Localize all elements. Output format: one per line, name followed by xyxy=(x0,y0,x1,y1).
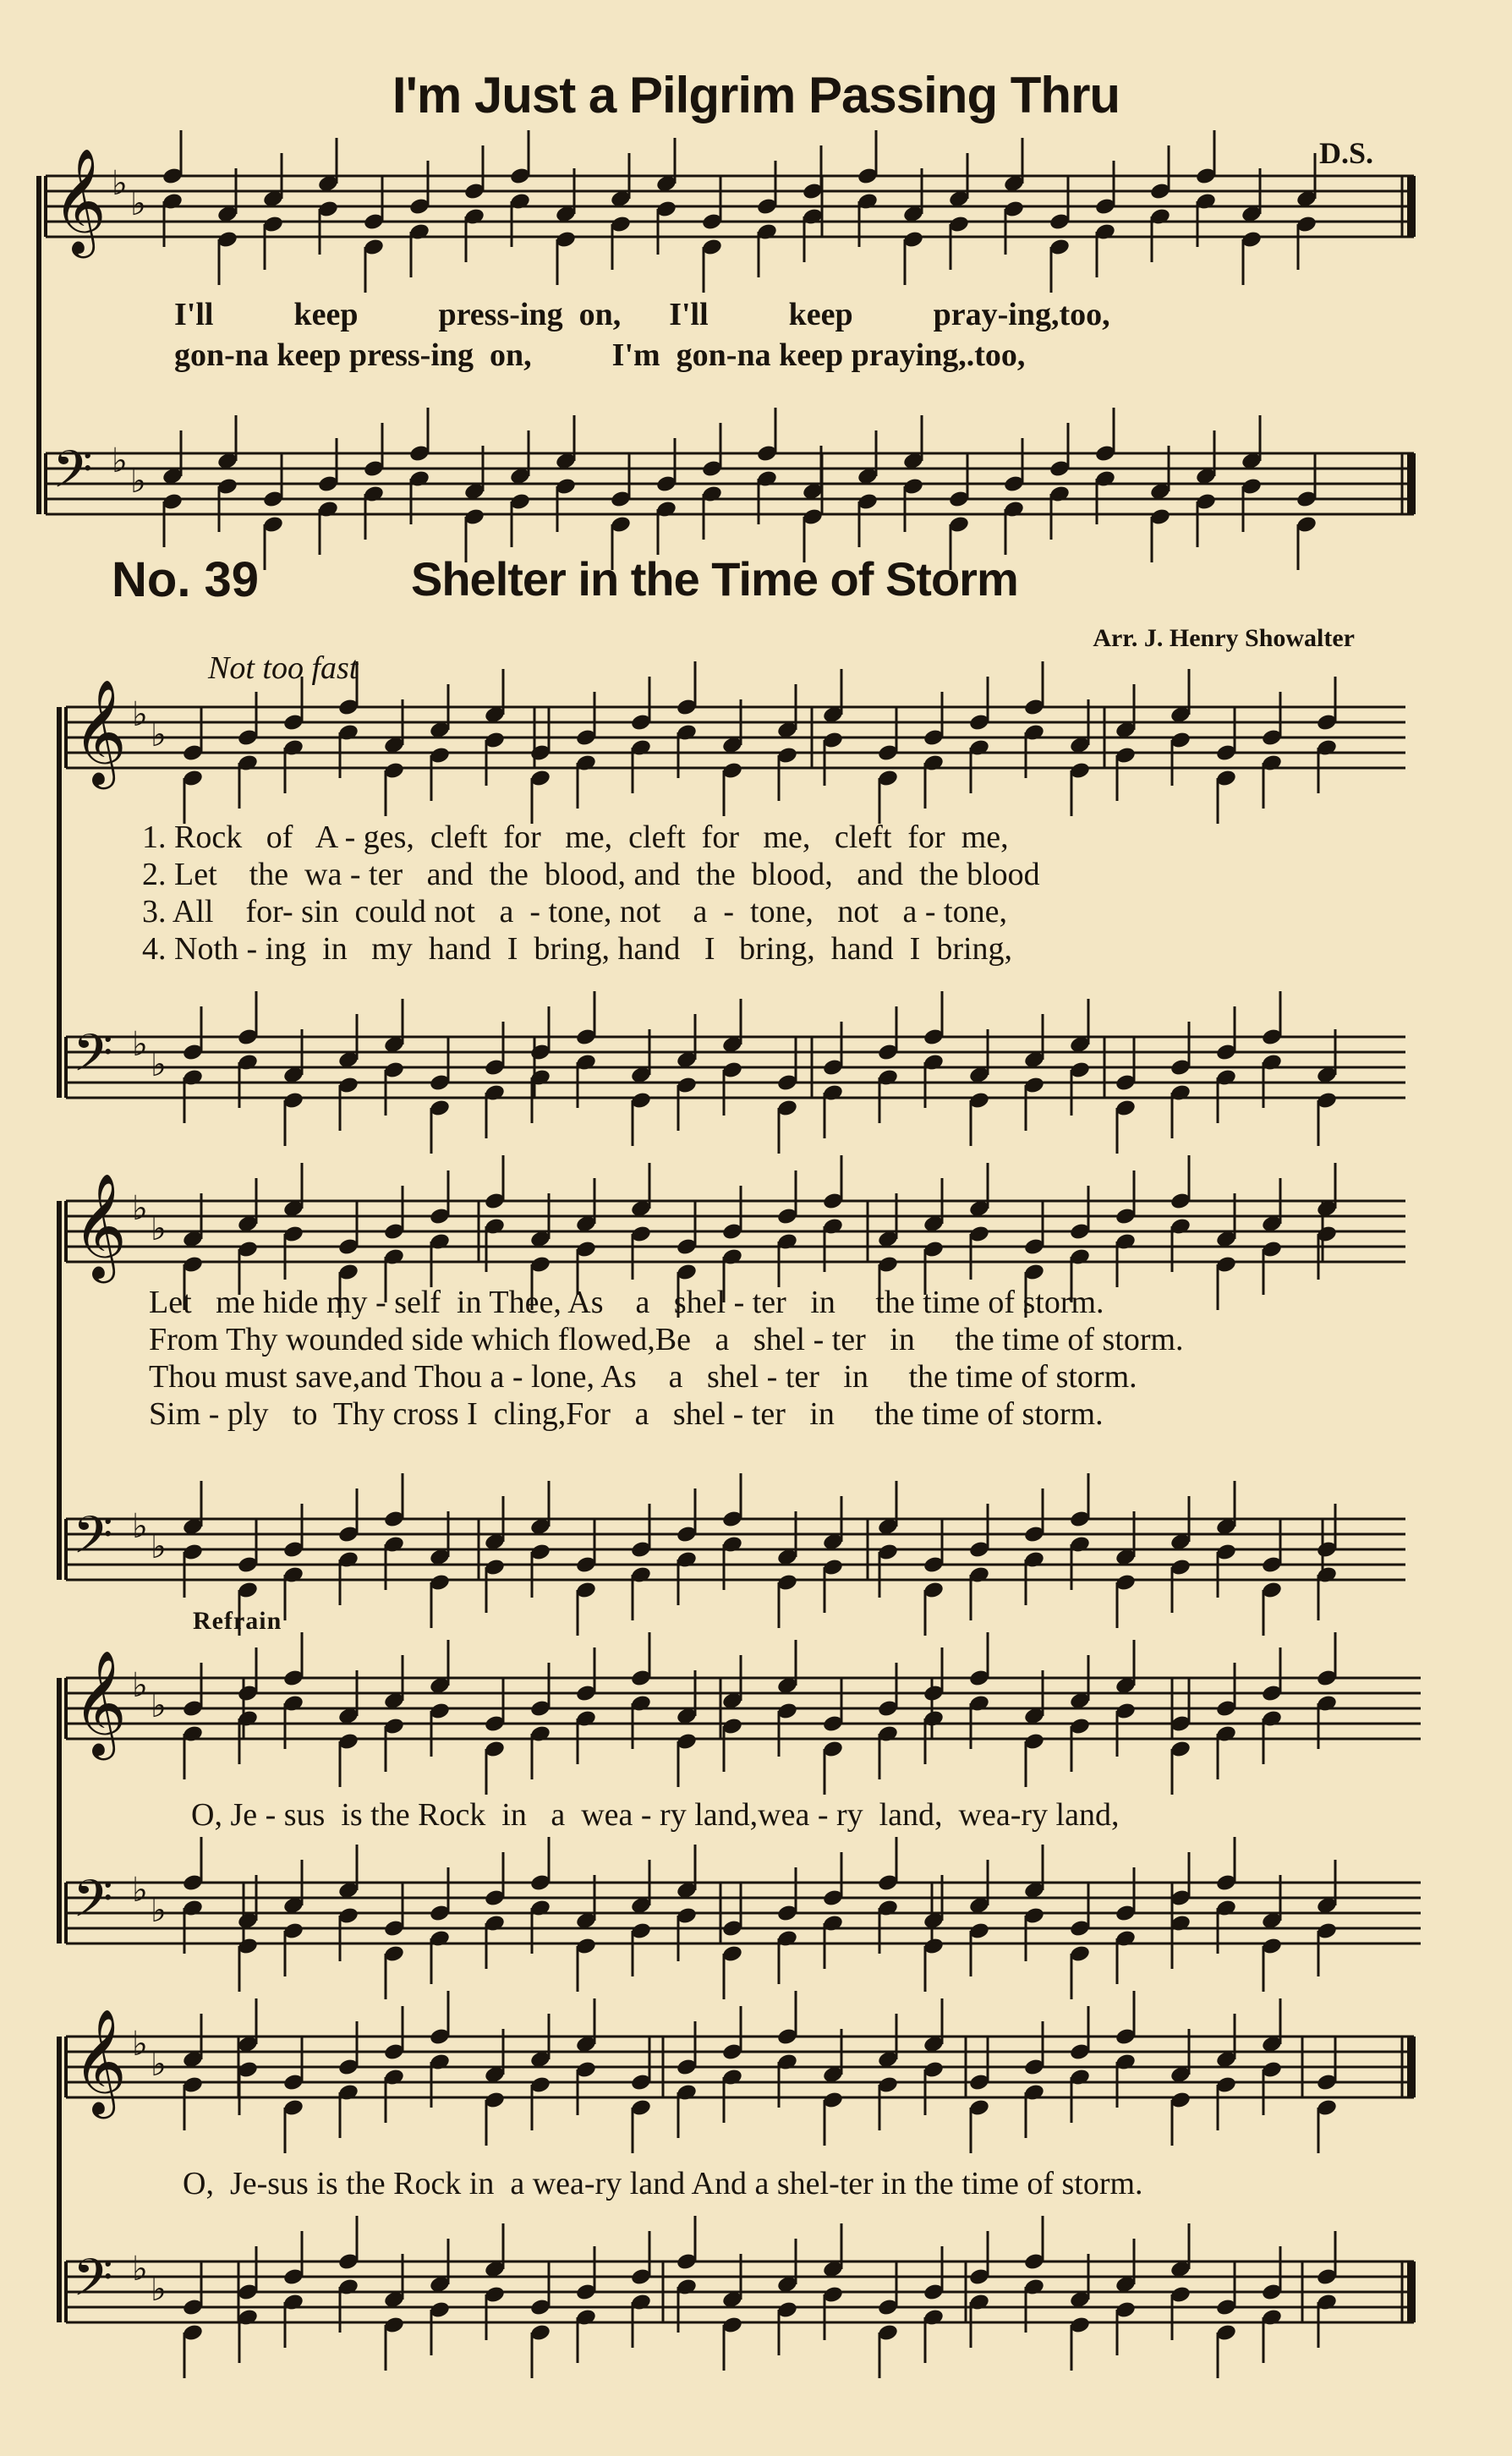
refrain-line-1: O, Je - sus is the Rock in a wea - ry land,wea - ry land, wea-ry land, xyxy=(191,1797,1120,1833)
bass-clef-icon: 𝄢 xyxy=(52,440,93,513)
flat-icon: ♭ xyxy=(132,2250,148,2289)
flat-icon: ♭ xyxy=(151,2045,167,2084)
flat-icon: ♭ xyxy=(151,715,167,754)
flat-icon: ♭ xyxy=(151,2270,167,2309)
verse-1-line-b: Let me hide my - self in Thee, As a shel - ter in the time of storm. xyxy=(149,1285,1104,1320)
flat-icon: ♭ xyxy=(132,1666,148,1705)
treble-clef-icon: 𝄞 xyxy=(73,1650,127,1756)
verse-1-line-a: 1. Rock of A - ges, cleft for me, cleft for me, cleft for me, xyxy=(142,820,1009,855)
flat-icon: ♭ xyxy=(151,1209,167,1248)
flat-icon: ♭ xyxy=(132,1189,148,1228)
arranger-credit: Arr. J. Henry Showalter xyxy=(1093,624,1355,652)
bass-clef-icon: 𝄢 xyxy=(73,1023,113,1096)
flat-icon: ♭ xyxy=(130,462,146,501)
verse-3-line-b: Thou must save,and Thou a - lone, As a shel - ter in the time of storm. xyxy=(149,1359,1137,1395)
treble-clef-icon: 𝄞 xyxy=(73,2009,127,2114)
hymn-number: No. 39 xyxy=(112,552,260,607)
flat-icon: ♭ xyxy=(112,164,128,203)
flat-icon: ♭ xyxy=(112,441,128,480)
bass-clef-icon: 𝄢 xyxy=(73,2248,113,2321)
bass-clef-icon: 𝄢 xyxy=(73,1869,113,1942)
previous-lyric-line-1: I'll keep press-ing on, I'll keep pray-ing,too, xyxy=(174,297,1110,332)
flat-icon: ♭ xyxy=(151,1686,167,1725)
hymn-title: Shelter in the Time of Storm xyxy=(411,552,1018,606)
bass-clef-icon: 𝄢 xyxy=(73,1505,113,1578)
verse-4-line-b: Sim - ply to Thy cross I cling,For a shel - ter in the time of storm. xyxy=(149,1396,1104,1432)
treble-clef-icon: 𝄞 xyxy=(73,1173,127,1279)
ds-marking: D.S. xyxy=(1319,136,1374,170)
flat-icon: ♭ xyxy=(132,1871,148,1910)
final-barline-thick xyxy=(1407,453,1416,514)
verse-2-line-b: From Thy wounded side which flowed,Be a shel - ter in the time of storm. xyxy=(149,1322,1184,1357)
verse-2-line-a: 2. Let the wa - ter and the blood, and the blood, and the blood xyxy=(142,857,1040,892)
flat-icon: ♭ xyxy=(132,1025,148,1064)
previous-hymn-title: I'm Just a Pilgrim Passing Thru xyxy=(392,67,1120,123)
refrain-line-2: O, Je-sus is the Rock in a wea-ry land And a shel-ter in the time of storm. xyxy=(183,2166,1143,2201)
previous-lyric-line-2: gon-na keep press-ing on, I'm gon-na keep praying,.too, xyxy=(174,337,1026,373)
verse-3-line-a: 3. All for- sin could not a - tone, not a - tone, not a - tone, xyxy=(142,894,1007,929)
refrain-label: Refrain xyxy=(193,1607,282,1635)
flat-icon: ♭ xyxy=(132,2025,148,2064)
flat-icon: ♭ xyxy=(130,184,146,223)
flat-icon: ♭ xyxy=(132,1507,148,1546)
flat-icon: ♭ xyxy=(151,1045,167,1084)
final-barline-thick xyxy=(1407,176,1416,237)
flat-icon: ♭ xyxy=(151,1527,167,1566)
final-barline-thick xyxy=(1407,2261,1416,2322)
final-barline-thick xyxy=(1407,2037,1416,2097)
flat-icon: ♭ xyxy=(132,695,148,734)
treble-clef-icon: 𝄞 xyxy=(73,679,127,785)
verse-4-line-a: 4. Noth - ing in my hand I bring, hand I bring, hand I bring, xyxy=(142,931,1013,967)
tempo-marking: Not too fast xyxy=(208,650,359,686)
flat-icon: ♭ xyxy=(151,1891,167,1930)
treble-clef-icon: 𝄞 xyxy=(52,148,107,254)
